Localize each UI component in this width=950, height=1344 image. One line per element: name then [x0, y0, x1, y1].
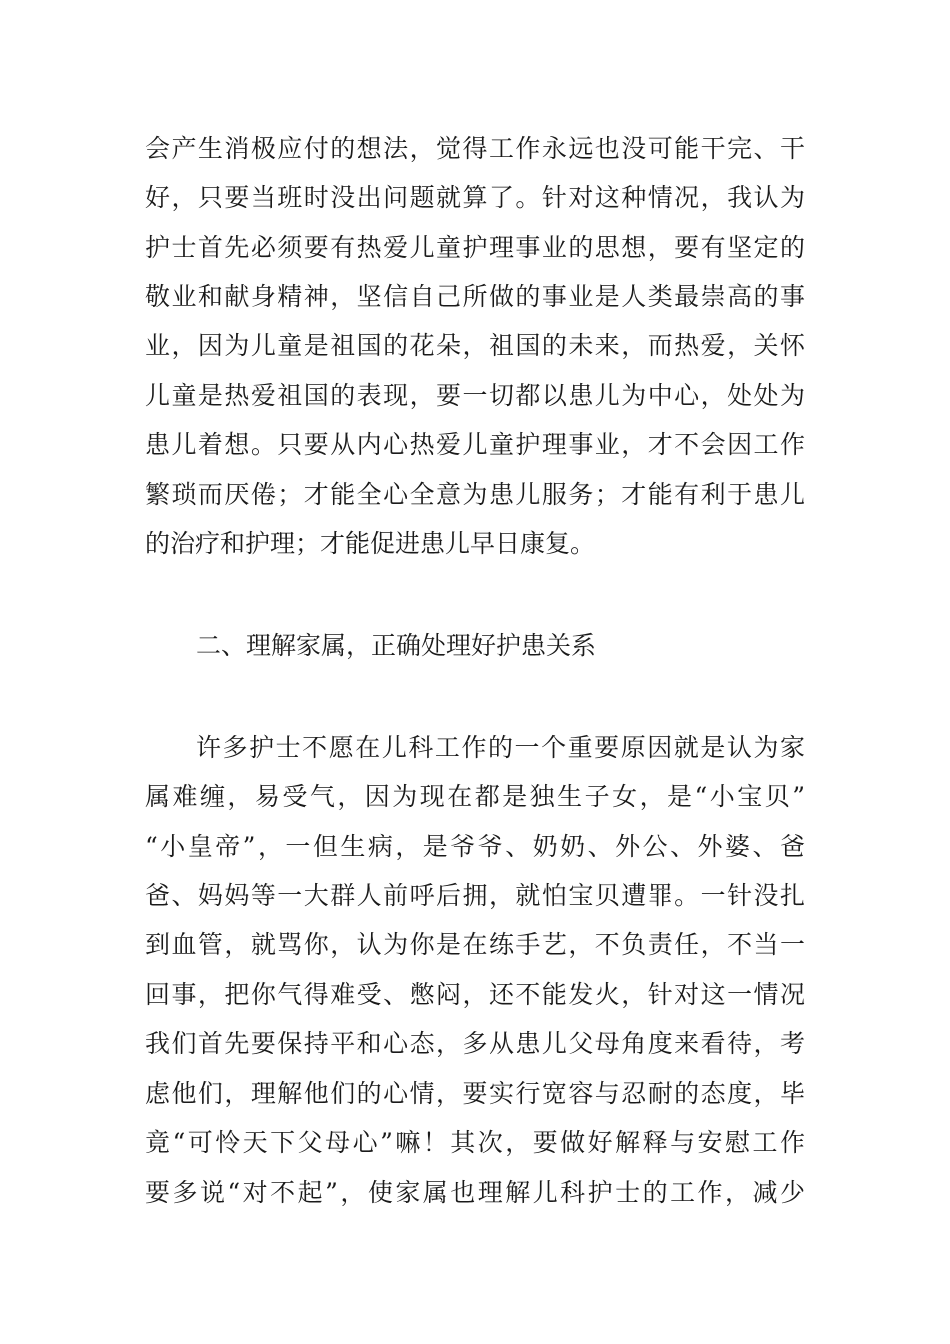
- paragraph-line: 回事，把你气得难受、憋闷，还不能发火，针对这一情况: [145, 980, 805, 1009]
- paragraph-line: 竟“可怜天下父母心”嘛！其次，要做好解释与安慰工作: [145, 1128, 805, 1157]
- paragraph-line: 敬业和献身精神，坚信自己所做的事业是人类最崇高的事: [145, 282, 805, 311]
- paragraph-line: 我们首先要保持平和心态，多从患儿父母角度来看待，考: [145, 1029, 805, 1058]
- paragraph-line: 护士首先必须要有热爱儿童护理事业的思想，要有坚定的: [145, 233, 805, 262]
- paragraph-line: 儿童是热爱祖国的表现，要一切都以患儿为中心，处处为: [145, 381, 805, 410]
- paragraph-line: 业，因为儿童是祖国的花朵，祖国的未来，而热爱，关怀: [145, 331, 805, 360]
- paragraph-line: 许多护士不愿在儿科工作的一个重要原因就是认为家: [196, 733, 805, 762]
- paragraph-line: 好，只要当班时没出问题就算了。针对这种情况，我认为: [145, 183, 805, 212]
- paragraph-line: 繁琐而厌倦；才能全心全意为患儿服务；才能有利于患儿: [145, 480, 805, 509]
- paragraph-line: 患儿着想。只要从内心热爱儿童护理事业，才不会因工作: [145, 430, 805, 459]
- paragraph-line: 爸、妈妈等一大群人前呼后拥，就怕宝贝遭罪。一针没扎: [145, 881, 805, 910]
- section-heading: 二、理解家属，正确处理好护患关系: [196, 631, 597, 660]
- paragraph-line: 虑他们，理解他们的心情，要实行宽容与忍耐的态度，毕: [145, 1079, 805, 1108]
- paragraph-line: 属难缠，易受气，因为现在都是独生子女，是“小宝贝”: [145, 782, 805, 811]
- paragraph-line: 会产生消极应付的想法，觉得工作永远也没可能干完、干: [145, 134, 805, 163]
- paragraph-line: 的治疗和护理；才能促进患儿早日康复。: [145, 529, 596, 558]
- paragraph-line: 到血管，就骂你，认为你是在练手艺，不负责任，不当一: [145, 930, 805, 959]
- paragraph-line: “小皇帝”，一但生病，是爷爷、奶奶、外公、外婆、爸: [145, 832, 805, 861]
- paragraph-line: 要多说“对不起”，使家属也理解儿科护士的工作，减少: [145, 1178, 805, 1207]
